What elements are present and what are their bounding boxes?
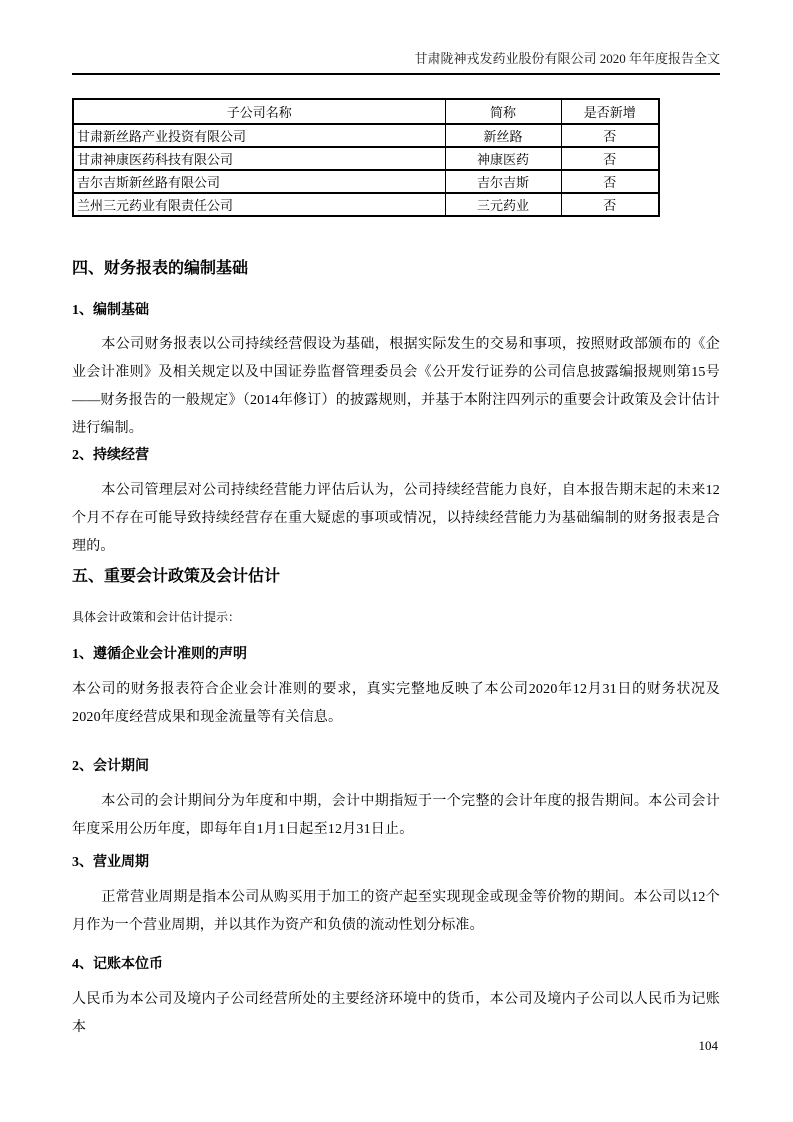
- section5-compliance-text: 本公司的财务报表符合企业会计准则的要求，真实完整地反映了本公司2020年12月31日的财务状况及2020年度经营成果和现金流量等有关信息。: [72, 682, 720, 725]
- short-name-cell: 神康医药: [445, 147, 561, 170]
- subsidiary-name-cell: 甘肃新丝路产业投资有限公司: [73, 124, 445, 147]
- section5-functional-currency-text: 人民币为本公司及境内子公司经营所处的主要经济环境中的货币，本公司及境内子公司以人民币为记账本: [72, 992, 720, 1035]
- is-new-cell: 否: [561, 170, 659, 193]
- section4-title: 四、财务报表的编制基础: [72, 260, 249, 277]
- section4-basis-text: 本公司财务报表以公司持续经营假设为基础，根据实际发生的交易和事项，按照财政部颁布的《企业会计准则》及相关规定以及中国证券监督管理委员会《公开发行证券的公司信息披露编报规则第15号——财务报告的一般规定》（2014年修订）的披露规则，并基于本附注四列示的重要会计政策及会计估计进行编制。: [72, 337, 720, 436]
- table-row: [73, 124, 659, 147]
- header-title: 甘肃陇神戎发药业股份有限公司 2020 年年度报告全文: [414, 51, 720, 66]
- subsidiary-table-body: [73, 124, 659, 216]
- table-row: [73, 147, 659, 170]
- table-row: [73, 170, 659, 193]
- is-new-cell: 否: [561, 193, 659, 216]
- section4-going-concern-title: 2、持续经营: [72, 448, 149, 463]
- header-divider: [72, 73, 720, 75]
- is-new-cell: 否: [561, 124, 659, 147]
- short-name-cell: 三元药业: [445, 193, 561, 216]
- short-name-cell: 吉尔吉斯: [445, 170, 561, 193]
- section5-operating-cycle-title: 3、营业周期: [72, 855, 149, 870]
- page-header: [72, 0, 720, 68]
- table-header-row: [73, 99, 659, 124]
- section4-basis-title: 1、编制基础: [72, 303, 149, 318]
- page-number: 104: [698, 1038, 718, 1053]
- section5-functional-currency-title: 4、记账本位币: [72, 957, 163, 972]
- table-row: [73, 193, 659, 216]
- section5-accounting-period-title: 2、会计期间: [72, 759, 149, 774]
- section5-accounting-period-text: 本公司的会计期间分为年度和中期，会计中期指短于一个完整的会计年度的报告期间。本公司会计年度采用公历年度，即每年自1月1日起至12月31日止。: [72, 794, 720, 837]
- is-new-cell: 否: [561, 147, 659, 170]
- section4-going-concern-text: 本公司管理层对公司持续经营能力评估后认为，公司持续经营能力良好，自本报告期末起的未来12个月不存在可能导致持续经营存在重大疑虑的事项或情况，以持续经营能力为基础编制的财务报表是合理的。: [72, 483, 720, 554]
- section5-compliance-title: 1、遵循企业会计准则的声明: [72, 647, 247, 662]
- column-header: 是否新增: [561, 99, 659, 124]
- section5-title: 五、重要会计政策及会计估计: [72, 568, 281, 585]
- subsidiary-table: [72, 98, 660, 217]
- subsidiary-name-cell: 吉尔吉斯新丝路有限公司: [73, 170, 445, 193]
- subsidiary-name-cell: 兰州三元药业有限责任公司: [73, 193, 445, 216]
- column-header: 简称: [445, 99, 561, 124]
- section5-note: 具体会计政策和会计估计提示：: [72, 610, 241, 624]
- section5-operating-cycle-text: 正常营业周期是指本公司从购买用于加工的资产起至实现现金或现金等价物的期间。本公司以12个月作为一个营业周期，并以其作为资产和负债的流动性划分标准。: [72, 890, 720, 933]
- column-header: 子公司名称: [73, 99, 445, 124]
- subsidiary-name-cell: 甘肃神康医药科技有限公司: [73, 147, 445, 170]
- short-name-cell: 新丝路: [445, 124, 561, 147]
